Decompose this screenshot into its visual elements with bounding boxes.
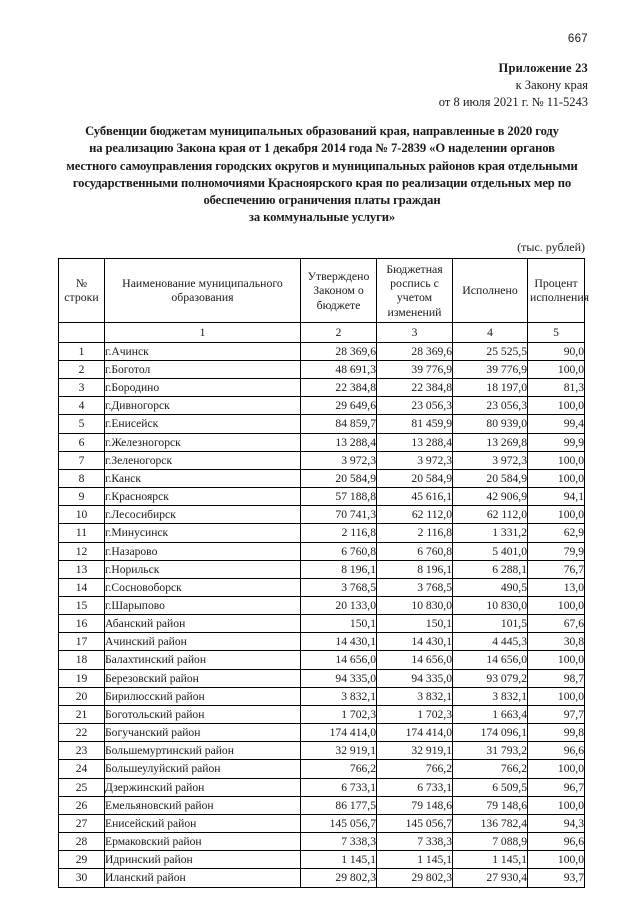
municipality-name-cell: г.Дивногорск bbox=[105, 397, 301, 415]
approved-amount-cell: 86 177,5 bbox=[301, 796, 377, 814]
table-row bbox=[59, 833, 585, 851]
budget-plan-amount-cell: 6 760,8 bbox=[377, 542, 453, 560]
row-number-cell: 8 bbox=[59, 469, 105, 487]
percent-executed-cell: 76,7 bbox=[528, 560, 585, 578]
municipality-name-cell: г.Шарыпово bbox=[105, 597, 301, 615]
budget-plan-amount-cell: 3 972,3 bbox=[377, 451, 453, 469]
row-number-cell: 9 bbox=[59, 488, 105, 506]
column-header-executed bbox=[453, 259, 528, 323]
colnum-1: 1 bbox=[105, 322, 301, 342]
table-row bbox=[59, 687, 585, 705]
header-executed-label: Исполнено bbox=[462, 283, 518, 298]
column-header-municipality-name bbox=[105, 259, 301, 323]
table-row bbox=[59, 415, 585, 433]
budget-plan-amount-cell: 145 056,7 bbox=[377, 814, 453, 832]
header-plan-line4: изменений bbox=[387, 304, 442, 319]
approved-amount-cell: 29 649,6 bbox=[301, 397, 377, 415]
percent-executed-cell: 100,0 bbox=[528, 506, 585, 524]
percent-executed-cell: 99,4 bbox=[528, 415, 585, 433]
title-line-1: Субвенции бюджетам муниципальных образований края, направленные в 2020 году bbox=[85, 124, 559, 138]
table-body bbox=[59, 342, 585, 887]
approved-amount-cell: 48 691,3 bbox=[301, 360, 377, 378]
approved-amount-cell: 6 733,1 bbox=[301, 778, 377, 796]
executed-amount-cell: 1 145,1 bbox=[453, 851, 528, 869]
approved-amount-cell: 1 145,1 bbox=[301, 851, 377, 869]
approved-amount-cell: 28 369,6 bbox=[301, 342, 377, 360]
municipality-name-cell: Емельяновский район bbox=[105, 796, 301, 814]
header-approved-line2: Законом о bbox=[313, 283, 364, 298]
budget-plan-amount-cell: 62 112,0 bbox=[377, 506, 453, 524]
approved-amount-cell: 70 741,3 bbox=[301, 506, 377, 524]
header-row bbox=[59, 259, 585, 323]
budget-plan-amount-cell: 766,2 bbox=[377, 760, 453, 778]
budget-plan-amount-cell: 3 832,1 bbox=[377, 687, 453, 705]
percent-executed-cell: 97,7 bbox=[528, 705, 585, 723]
table-row bbox=[59, 869, 585, 887]
executed-amount-cell: 3 972,3 bbox=[453, 451, 528, 469]
table-row bbox=[59, 397, 585, 415]
approved-amount-cell: 14 656,0 bbox=[301, 651, 377, 669]
municipality-name-cell: Балахтинский район bbox=[105, 651, 301, 669]
municipality-name-cell: г.Бородино bbox=[105, 379, 301, 397]
approved-amount-cell: 22 384,8 bbox=[301, 379, 377, 397]
percent-executed-cell: 100,0 bbox=[528, 451, 585, 469]
municipality-name-cell: г.Зеленогорск bbox=[105, 451, 301, 469]
executed-amount-cell: 136 782,4 bbox=[453, 814, 528, 832]
column-header-budget-plan bbox=[377, 259, 453, 323]
header-percent-line2: исполнения bbox=[530, 290, 590, 305]
row-number-cell: 10 bbox=[59, 506, 105, 524]
table-row bbox=[59, 451, 585, 469]
percent-executed-cell: 99,9 bbox=[528, 433, 585, 451]
header-percent-line1: Процент bbox=[534, 276, 578, 291]
approved-amount-cell: 57 188,8 bbox=[301, 488, 377, 506]
municipality-name-cell: г.Назарово bbox=[105, 542, 301, 560]
municipality-name-cell: г.Железногорск bbox=[105, 433, 301, 451]
percent-executed-cell: 100,0 bbox=[528, 360, 585, 378]
table-row bbox=[59, 705, 585, 723]
budget-plan-amount-cell: 29 802,3 bbox=[377, 869, 453, 887]
municipality-name-cell: Большемуртинский район bbox=[105, 742, 301, 760]
approved-amount-cell: 150,1 bbox=[301, 615, 377, 633]
row-number-cell: 27 bbox=[59, 814, 105, 832]
row-number-cell: 25 bbox=[59, 778, 105, 796]
table-row bbox=[59, 633, 585, 651]
percent-executed-cell: 96,7 bbox=[528, 778, 585, 796]
approved-amount-cell: 3 832,1 bbox=[301, 687, 377, 705]
executed-amount-cell: 18 197,0 bbox=[453, 379, 528, 397]
approved-amount-cell: 3 768,5 bbox=[301, 578, 377, 596]
percent-executed-cell: 93,7 bbox=[528, 869, 585, 887]
page-number: 667 bbox=[567, 33, 588, 45]
table-row bbox=[59, 778, 585, 796]
table-row bbox=[59, 469, 585, 487]
colnum-0 bbox=[59, 322, 105, 342]
budget-plan-amount-cell: 79 148,6 bbox=[377, 796, 453, 814]
executed-amount-cell: 79 148,6 bbox=[453, 796, 528, 814]
municipality-name-cell: Богучанский район bbox=[105, 724, 301, 742]
executed-amount-cell: 93 079,2 bbox=[453, 669, 528, 687]
table-row bbox=[59, 433, 585, 451]
executed-amount-cell: 20 584,9 bbox=[453, 469, 528, 487]
row-number-cell: 1 bbox=[59, 342, 105, 360]
table-row bbox=[59, 488, 585, 506]
approved-amount-cell: 32 919,1 bbox=[301, 742, 377, 760]
row-number-cell: 4 bbox=[59, 397, 105, 415]
percent-executed-cell: 99,8 bbox=[528, 724, 585, 742]
approved-amount-cell: 14 430,1 bbox=[301, 633, 377, 651]
executed-amount-cell: 766,2 bbox=[453, 760, 528, 778]
municipality-name-cell: г.Сосновоборск bbox=[105, 578, 301, 596]
budget-plan-amount-cell: 8 196,1 bbox=[377, 560, 453, 578]
executed-amount-cell: 42 906,9 bbox=[453, 488, 528, 506]
municipality-name-cell: Бирилюсский район bbox=[105, 687, 301, 705]
municipality-name-cell: г.Минусинск bbox=[105, 524, 301, 542]
budget-plan-amount-cell: 150,1 bbox=[377, 615, 453, 633]
percent-executed-cell: 100,0 bbox=[528, 597, 585, 615]
table-row bbox=[59, 724, 585, 742]
table-row bbox=[59, 669, 585, 687]
percent-executed-cell: 81,3 bbox=[528, 379, 585, 397]
title-line-3: местного самоуправления городских округов и муниципальных районов края отдельными bbox=[66, 158, 578, 173]
row-number-cell: 19 bbox=[59, 669, 105, 687]
municipality-name-cell: г.Красноярск bbox=[105, 488, 301, 506]
table-row bbox=[59, 760, 585, 778]
executed-amount-cell: 23 056,3 bbox=[453, 397, 528, 415]
municipality-name-cell: г.Енисейск bbox=[105, 415, 301, 433]
budget-plan-amount-cell: 13 288,4 bbox=[377, 433, 453, 451]
table-row bbox=[59, 578, 585, 596]
table-row bbox=[59, 360, 585, 378]
approved-amount-cell: 20 584,9 bbox=[301, 469, 377, 487]
title-line-6: за коммунальные услуги» bbox=[248, 210, 396, 225]
budget-plan-amount-cell: 14 656,0 bbox=[377, 651, 453, 669]
budget-plan-amount-cell: 81 459,9 bbox=[377, 415, 453, 433]
percent-executed-cell: 100,0 bbox=[528, 397, 585, 415]
municipality-name-cell: г.Боготол bbox=[105, 360, 301, 378]
executed-amount-cell: 80 939,0 bbox=[453, 415, 528, 433]
approved-amount-cell: 766,2 bbox=[301, 760, 377, 778]
budget-plan-amount-cell: 28 369,6 bbox=[377, 342, 453, 360]
budget-plan-amount-cell: 3 768,5 bbox=[377, 578, 453, 596]
header-plan-line1: Бюджетная bbox=[386, 262, 443, 276]
title-line-5: обеспечению ограничения платы граждан bbox=[203, 193, 441, 208]
percent-executed-cell: 98,7 bbox=[528, 669, 585, 687]
table-row bbox=[59, 651, 585, 669]
municipality-name-cell: г.Ачинск bbox=[105, 342, 301, 360]
row-number-cell: 28 bbox=[59, 833, 105, 851]
subvention-table bbox=[58, 258, 590, 888]
percent-executed-cell: 79,9 bbox=[528, 542, 585, 560]
table-row bbox=[59, 542, 585, 560]
approved-amount-cell: 29 802,3 bbox=[301, 869, 377, 887]
row-number-cell: 12 bbox=[59, 542, 105, 560]
executed-amount-cell: 14 656,0 bbox=[453, 651, 528, 669]
percent-executed-cell: 96,6 bbox=[528, 742, 585, 760]
municipality-name-cell: Ермаковский район bbox=[105, 833, 301, 851]
row-number-cell: 6 bbox=[59, 433, 105, 451]
budget-plan-amount-cell: 39 776,9 bbox=[377, 360, 453, 378]
table-row bbox=[59, 796, 585, 814]
header-approved-line3: бюджете bbox=[316, 297, 361, 312]
appendix-reference bbox=[439, 60, 588, 111]
approved-amount-cell: 6 760,8 bbox=[301, 542, 377, 560]
percent-executed-cell: 100,0 bbox=[528, 469, 585, 487]
executed-amount-cell: 31 793,2 bbox=[453, 742, 528, 760]
column-number-row bbox=[59, 322, 585, 342]
approved-amount-cell: 7 338,3 bbox=[301, 833, 377, 851]
table-row bbox=[59, 615, 585, 633]
row-number-cell: 22 bbox=[59, 724, 105, 742]
executed-amount-cell: 3 832,1 bbox=[453, 687, 528, 705]
municipality-name-cell: Иланский район bbox=[105, 869, 301, 887]
budget-plan-amount-cell: 14 430,1 bbox=[377, 633, 453, 651]
municipality-name-cell: Ачинский район bbox=[105, 633, 301, 651]
row-number-cell: 17 bbox=[59, 633, 105, 651]
percent-executed-cell: 100,0 bbox=[528, 796, 585, 814]
appendix-label: Приложение 23 bbox=[498, 61, 588, 75]
row-number-cell: 14 bbox=[59, 578, 105, 596]
row-number-cell: 15 bbox=[59, 597, 105, 615]
approved-amount-cell: 1 702,3 bbox=[301, 705, 377, 723]
municipality-name-cell: Дзержинский район bbox=[105, 778, 301, 796]
municipality-name-cell: г.Норильск bbox=[105, 560, 301, 578]
law-date-label: от 8 июля 2021 г. № 11-5243 bbox=[438, 95, 588, 109]
row-number-cell: 13 bbox=[59, 560, 105, 578]
executed-amount-cell: 6 288,1 bbox=[453, 560, 528, 578]
executed-amount-cell: 5 401,0 bbox=[453, 542, 528, 560]
header-approved-line1: Утверждено bbox=[307, 269, 370, 284]
row-number-cell: 16 bbox=[59, 615, 105, 633]
colnum-2: 2 bbox=[301, 322, 377, 342]
executed-amount-cell: 39 776,9 bbox=[453, 360, 528, 378]
budget-plan-amount-cell: 10 830,0 bbox=[377, 597, 453, 615]
budget-plan-amount-cell: 6 733,1 bbox=[377, 778, 453, 796]
executed-amount-cell: 62 112,0 bbox=[453, 506, 528, 524]
municipality-name-cell: Березовский район bbox=[105, 669, 301, 687]
executed-amount-cell: 10 830,0 bbox=[453, 597, 528, 615]
executed-amount-cell: 1 331,2 bbox=[453, 524, 528, 542]
percent-executed-cell: 67,6 bbox=[528, 615, 585, 633]
table-row bbox=[59, 814, 585, 832]
table-row bbox=[59, 742, 585, 760]
column-header-approved bbox=[301, 259, 377, 323]
municipality-name-cell: Енисейский район bbox=[105, 814, 301, 832]
executed-amount-cell: 25 525,5 bbox=[453, 342, 528, 360]
budget-plan-amount-cell: 20 584,9 bbox=[377, 469, 453, 487]
approved-amount-cell: 13 288,4 bbox=[301, 433, 377, 451]
table-row bbox=[59, 342, 585, 360]
row-number-cell: 18 bbox=[59, 651, 105, 669]
table-row bbox=[59, 506, 585, 524]
approved-amount-cell: 84 859,7 bbox=[301, 415, 377, 433]
row-number-cell: 2 bbox=[59, 360, 105, 378]
row-number-cell: 20 bbox=[59, 687, 105, 705]
budget-plan-amount-cell: 45 616,1 bbox=[377, 488, 453, 506]
title-line-2: на реализацию Закона края от 1 декабря 2014 года № 7-2839 «О наделении органов bbox=[89, 141, 555, 156]
header-name-line1: Наименование муниципального bbox=[122, 276, 283, 291]
approved-amount-cell: 8 196,1 bbox=[301, 560, 377, 578]
percent-executed-cell: 90,0 bbox=[528, 342, 585, 360]
table-row bbox=[59, 560, 585, 578]
approved-amount-cell: 174 414,0 bbox=[301, 724, 377, 742]
municipality-name-cell: Абанский район bbox=[105, 615, 301, 633]
percent-executed-cell: 100,0 bbox=[528, 687, 585, 705]
budget-plan-amount-cell: 22 384,8 bbox=[377, 379, 453, 397]
executed-amount-cell: 101,5 bbox=[453, 615, 528, 633]
municipality-name-cell: Боготольский район bbox=[105, 705, 301, 723]
budget-plan-amount-cell: 32 919,1 bbox=[377, 742, 453, 760]
subvention-table-wrapper bbox=[58, 258, 590, 888]
executed-amount-cell: 490,5 bbox=[453, 578, 528, 596]
percent-executed-cell: 94,1 bbox=[528, 488, 585, 506]
budget-plan-amount-cell: 1 702,3 bbox=[377, 705, 453, 723]
row-number-cell: 5 bbox=[59, 415, 105, 433]
approved-amount-cell: 94 335,0 bbox=[301, 669, 377, 687]
approved-amount-cell: 145 056,7 bbox=[301, 814, 377, 832]
row-number-cell: 23 bbox=[59, 742, 105, 760]
document-title bbox=[58, 123, 586, 227]
header-rownum-line1: № bbox=[75, 276, 88, 291]
percent-executed-cell: 100,0 bbox=[528, 760, 585, 778]
municipality-name-cell: Идринский район bbox=[105, 851, 301, 869]
colnum-4: 4 bbox=[453, 322, 528, 342]
row-number-cell: 30 bbox=[59, 869, 105, 887]
table-row bbox=[59, 851, 585, 869]
municipality-name-cell: г.Лесосибирск bbox=[105, 506, 301, 524]
row-number-cell: 11 bbox=[59, 524, 105, 542]
executed-amount-cell: 7 088,9 bbox=[453, 833, 528, 851]
executed-amount-cell: 174 096,1 bbox=[453, 724, 528, 742]
title-line-4: государственными полномочиями Красноярского края по реализации отдельных мер по bbox=[72, 175, 572, 190]
budget-plan-amount-cell: 1 145,1 bbox=[377, 851, 453, 869]
executed-amount-cell: 4 445,3 bbox=[453, 633, 528, 651]
row-number-cell: 3 bbox=[59, 379, 105, 397]
table-row bbox=[59, 524, 585, 542]
header-rownum-line2: строки bbox=[64, 290, 99, 305]
percent-executed-cell: 13,0 bbox=[528, 578, 585, 596]
executed-amount-cell: 27 930,4 bbox=[453, 869, 528, 887]
row-number-cell: 24 bbox=[59, 760, 105, 778]
row-number-cell: 21 bbox=[59, 705, 105, 723]
percent-executed-cell: 96,6 bbox=[528, 833, 585, 851]
colnum-3: 3 bbox=[377, 322, 453, 342]
approved-amount-cell: 2 116,8 bbox=[301, 524, 377, 542]
executed-amount-cell: 1 663,4 bbox=[453, 705, 528, 723]
header-plan-line2: роспись с bbox=[390, 276, 439, 291]
approved-amount-cell: 3 972,3 bbox=[301, 451, 377, 469]
percent-executed-cell: 100,0 bbox=[528, 851, 585, 869]
percent-executed-cell: 62,9 bbox=[528, 524, 585, 542]
header-plan-line3: учетом bbox=[396, 290, 433, 305]
table-row bbox=[59, 597, 585, 615]
row-number-cell: 7 bbox=[59, 451, 105, 469]
colnum-5: 5 bbox=[528, 322, 585, 342]
executed-amount-cell: 13 269,8 bbox=[453, 433, 528, 451]
column-header-percent bbox=[528, 259, 590, 323]
table-row bbox=[59, 379, 585, 397]
municipality-name-cell: Большеулуйский район bbox=[105, 760, 301, 778]
budget-plan-amount-cell: 174 414,0 bbox=[377, 724, 453, 742]
column-header-row-number bbox=[59, 259, 105, 323]
row-number-cell: 26 bbox=[59, 796, 105, 814]
table-head bbox=[59, 259, 590, 343]
approved-amount-cell: 20 133,0 bbox=[301, 597, 377, 615]
units-note: (тыс. рублей) bbox=[517, 240, 585, 254]
percent-executed-cell: 94,3 bbox=[528, 814, 585, 832]
municipality-name-cell: г.Канск bbox=[105, 469, 301, 487]
percent-executed-cell: 30,8 bbox=[528, 633, 585, 651]
percent-executed-cell: 100,0 bbox=[528, 651, 585, 669]
row-number-cell: 29 bbox=[59, 851, 105, 869]
budget-plan-amount-cell: 7 338,3 bbox=[377, 833, 453, 851]
law-reference-label: к Закону края bbox=[515, 78, 588, 92]
executed-amount-cell: 6 509,5 bbox=[453, 778, 528, 796]
budget-plan-amount-cell: 23 056,3 bbox=[377, 397, 453, 415]
header-name-line2: образования bbox=[171, 290, 234, 305]
budget-plan-amount-cell: 2 116,8 bbox=[377, 524, 453, 542]
budget-plan-amount-cell: 94 335,0 bbox=[377, 669, 453, 687]
